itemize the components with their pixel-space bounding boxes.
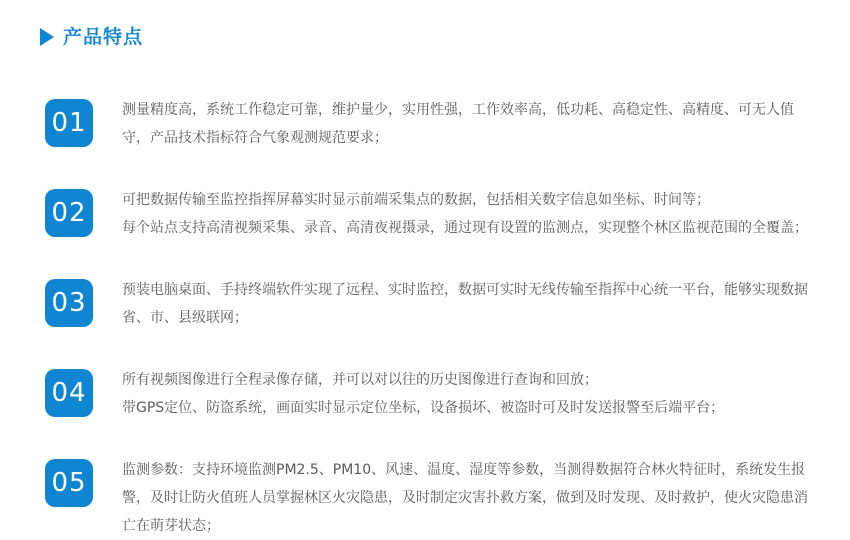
feature-text — [122, 186, 810, 242]
feature-paragraph: 预装电脑桌面、手持终端软件实现了远程、实时监控，数据可实时无线传输至指挥中心统一平台，能够实现数据省、市、县级联网； — [122, 282, 808, 326]
feature-paragraph: 带GPS定位、防盗系统，画面实时显示定位坐标，设备损坏、被盗时可及时发送报警至后端平台； — [122, 400, 725, 416]
feature-number-badge: 01 — [45, 99, 93, 147]
feature-text — [122, 276, 810, 332]
feature-paragraph: 所有视频图像进行全程录像存储，并可以对以往的历史图像进行查询和回放； — [122, 372, 598, 388]
feature-text — [122, 366, 810, 422]
section-header — [40, 25, 810, 49]
feature-text — [122, 96, 810, 152]
feature-row — [40, 99, 810, 152]
feature-row — [40, 369, 810, 422]
features-list — [40, 99, 810, 540]
feature-row — [40, 279, 810, 332]
feature-text — [122, 456, 810, 540]
right-triangle-icon — [40, 28, 54, 46]
feature-number-badge: 03 — [45, 279, 93, 327]
feature-number-badge: 02 — [45, 189, 93, 237]
feature-number-badge: 04 — [45, 369, 93, 417]
feature-paragraph: 测量精度高，系统工作稳定可靠，维护量少，实用性强，工作效率高，低功耗、高稳定性、高精度、可无人值守，产品技术指标符合气象观测规范要求； — [122, 102, 794, 146]
section-title: 产品特点 — [63, 26, 144, 48]
feature-paragraph: 每个站点支持高清视频采集、录音、高清夜视摄录，通过现有设置的监测点，实现整个林区监视范围的全覆盖； — [122, 220, 808, 236]
feature-row — [40, 459, 810, 540]
feature-number-badge: 05 — [45, 459, 93, 507]
feature-row — [40, 189, 810, 242]
feature-paragraph: 监测参数：支持环境监测PM2.5、PM10、风速、温度、湿度等参数，当测得数据符合林火特征时，系统发生报警，及时让防火值班人员掌握林区火灾隐患，及时制定灾害扑救方案，做到及时发现、及时救护，使火灾隐患消亡在萌芽状态； — [122, 462, 808, 534]
feature-paragraph: 可把数据传输至监控指挥屏幕实时显示前端采集点的数据，包括相关数字信息如坐标、时间等； — [122, 192, 710, 208]
